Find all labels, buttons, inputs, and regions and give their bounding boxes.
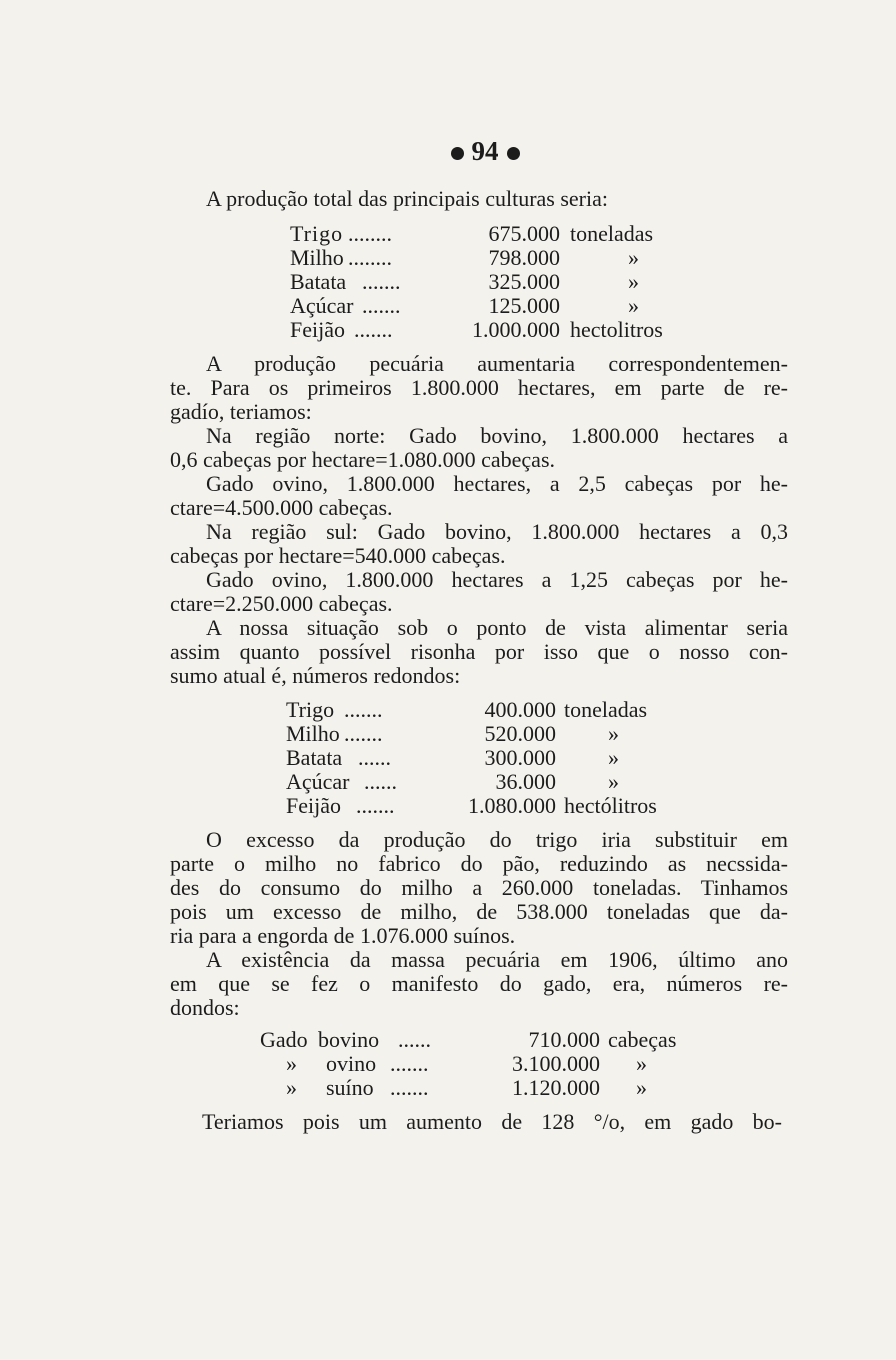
table-row: Batata ...... 300.000 » [286, 745, 619, 770]
bullet-icon [507, 147, 520, 160]
production-table [290, 222, 690, 342]
paragraph-surplus: O excesso da produção do trigo iria substituir em parte o milho no fabrico do pão, reduzindo as necssida- des do consumo do milho a 260.000 toneladas. Tinhamos pois um excesso de milho, de 538.000 toneladas que da- ria para a engorda de 1.076.000 suínos. A existência da massa pecuária em 1906, último ano em que se fez o manifesto do gado, era, números re- dondos: [170, 827, 788, 1020]
table-row: Açúcar ....... 125.000 » [290, 293, 639, 318]
table-row: » ovino ....... 3.100.000 » [286, 1051, 647, 1076]
table-row: Açúcar ...... 36.000 » [286, 769, 619, 794]
livestock-table [260, 1028, 700, 1100]
intro-line: A produção total das principais culturas seria: [206, 186, 608, 211]
bullet-icon [451, 147, 464, 160]
table-row: Batata ....... 325.000 » [290, 269, 639, 294]
final-line: Teriamos pois um aumento de 128 °/o, em gado bo- [202, 1109, 782, 1134]
table-row: Trigo ....... 400.000 toneladas [286, 697, 648, 722]
consumption-table [286, 698, 706, 818]
table-row: Milho ........ 798.000 » [290, 245, 639, 270]
page-number: 94 [0, 136, 896, 167]
table-row: » suíno ....... 1.120.000 » [286, 1075, 647, 1100]
table-row: Feijão ....... 1.080.000 hectólitros [286, 793, 657, 818]
table-row: Feijão ....... 1.000.000 hectolitros [290, 317, 663, 342]
table-row: Trigo ........ 675.000 toneladas [290, 221, 654, 246]
paragraph-livestock: A produção pecuária aumentaria correspondentemen- te. Para os primeiros 1.800.000 hectares, em parte de re- gadío, teriamos: Na região norte: Gado bovino, 1.800.000 hectares a 0,6 cabeças por hectare=1.080.000 cabeças. Gado ovino, 1.800.000 hectares, a 2,5 cabeças por he- ctare=4.500.000 cabeças. Na região sul: Gado bovino, 1.800.000 hectares a 0,3 cabeças por hectare=540.000 cabeças. Gado ovino, 1.800.000 hectares a 1,25 cabeças por he- ctare=2.250.000 cabeças. A nossa situação sob o ponto de vista alimentar seria assim quanto possível risonha por isso que o nosso con- sumo atual é, números redondos: [170, 351, 788, 688]
table-row: Milho ....... 520.000 » [286, 721, 619, 746]
table-row: Gado bovino ...... 710.000 cabeças [260, 1027, 677, 1052]
